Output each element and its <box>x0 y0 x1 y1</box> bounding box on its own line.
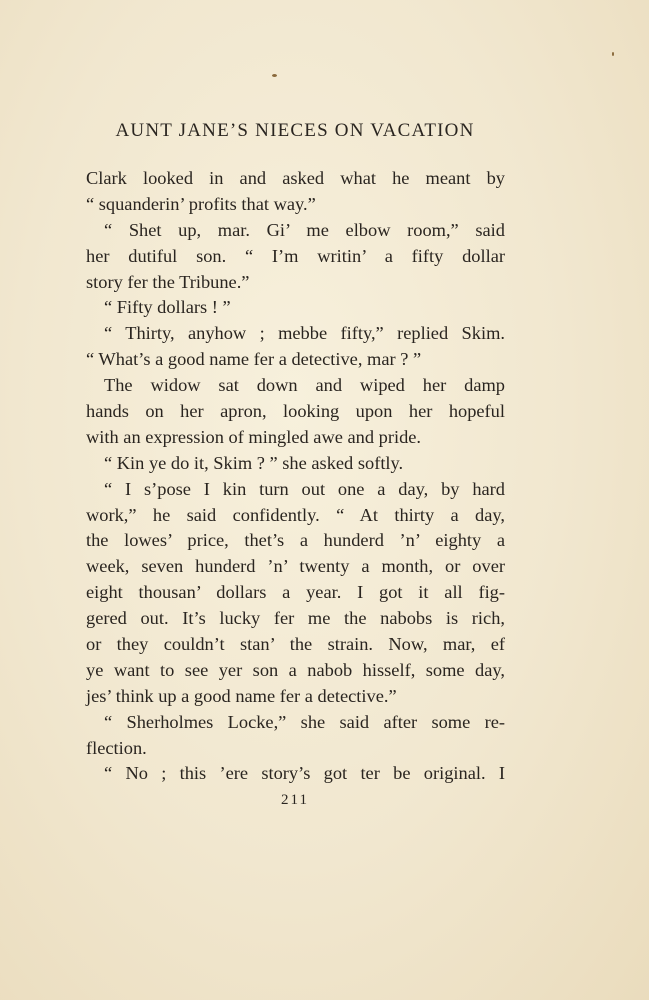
text-line: story fer the Tribune.” <box>86 271 250 292</box>
text-line: her dutiful son. “ I’m writin’ a fifty dollar <box>86 245 505 266</box>
text-line: week, seven hunderd ’n’ twenty a month, or over <box>86 556 505 577</box>
text-line: or they couldn’t stan’ the strain. Now, mar, ef <box>86 634 505 655</box>
text-line: with an expression of mingled awe and pride. <box>86 426 422 447</box>
ink-speck <box>612 52 614 56</box>
text-line: eight thousan’ dollars a year. I got it all fig- <box>86 582 505 603</box>
text-line: “ No ; this ’ere story’s got ter be original. I <box>104 763 505 784</box>
text-line: “ Shet up, mar. Gi’ me elbow room,” said <box>104 219 505 240</box>
text-line: “ squanderin’ profits that way.” <box>86 193 316 214</box>
text-line: “ What’s a good name fer a detective, mar ? ” <box>86 349 422 370</box>
text-line: Clark looked in and asked what he meant by <box>86 168 505 188</box>
text-line: The widow sat down and wiped her damp <box>104 375 505 396</box>
page-number: 211 <box>281 792 309 808</box>
text-line: “ Thirty, anyhow ; mebbe fifty,” replied Skim. <box>104 323 505 344</box>
ink-speck <box>272 74 277 77</box>
text-line: “ I s’pose I kin turn out one a day, by hard <box>104 478 505 499</box>
text-line: “ Sherholmes Locke,” she said after some re- <box>104 711 505 732</box>
text-line: gered out. It’s lucky fer me the nabobs is rich, <box>86 608 505 629</box>
text-line: jes’ think up a good name fer a detective.” <box>86 685 397 706</box>
text-line: ye want to see yer son a nabob hisself, some day, <box>86 659 505 680</box>
text-line: flection. <box>86 737 147 758</box>
text-line: the lowes’ price, thet’s a hunderd ’n’ eighty a <box>86 530 505 551</box>
text-line: work,” he said confidently. “ At thirty a day, <box>86 504 505 525</box>
body-text <box>86 166 505 787</box>
text-line: hands on her apron, looking upon her hopeful <box>86 401 505 422</box>
text-line: “ Kin ye do it, Skim ? ” she asked softly. <box>104 452 404 473</box>
text-line: “ Fifty dollars ! ” <box>104 297 231 318</box>
running-head: AUNT JANE’S NIECES ON VACATION <box>115 120 475 141</box>
